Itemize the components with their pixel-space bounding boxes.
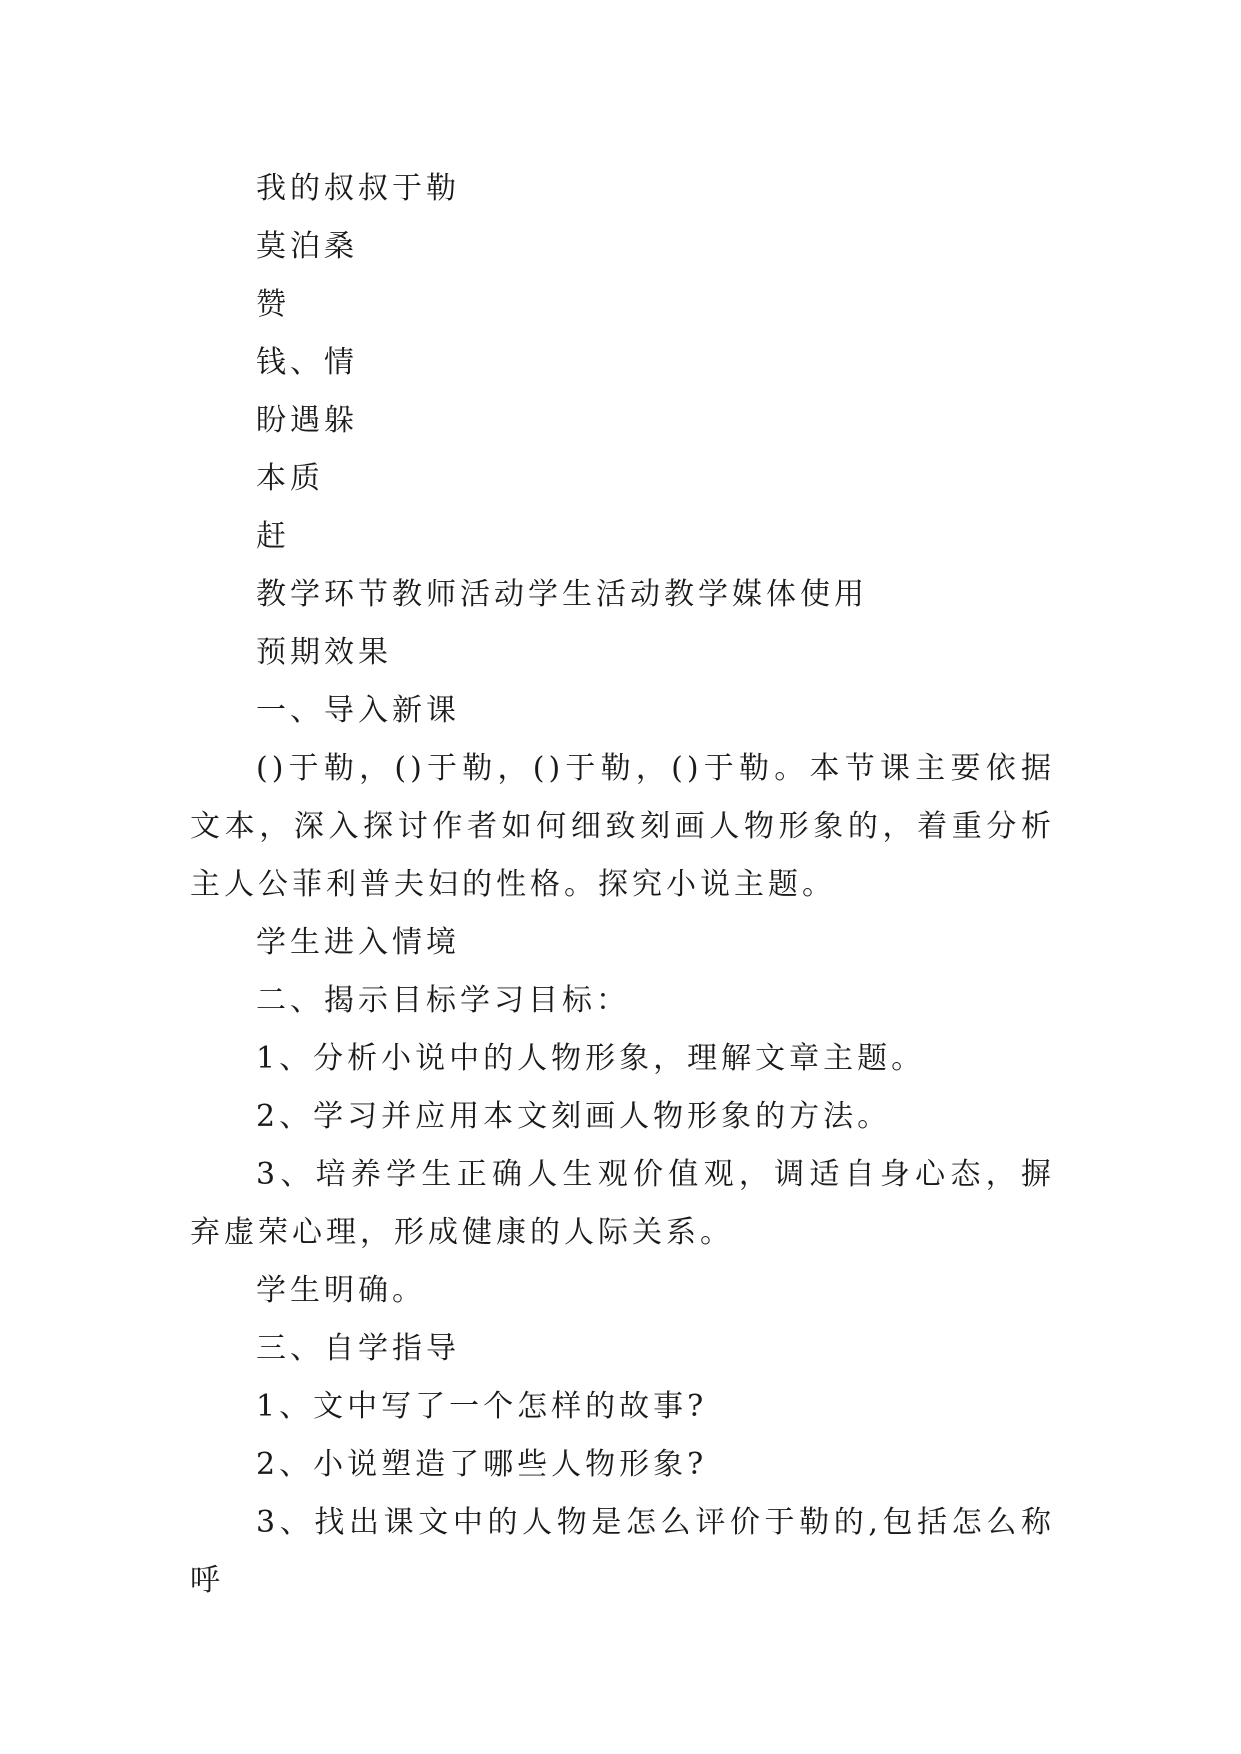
section-heading: 二、揭示目标学习目标： [256, 983, 630, 1018]
title-line: 我的叔叔于勒 [256, 171, 460, 206]
keyword-line: 盼遇躲 [256, 403, 358, 438]
list-item: 2、小说塑造了哪些人物形象? [256, 1447, 708, 1482]
document-body [190, 160, 1055, 1610]
table-header-line: 预期效果 [256, 635, 392, 670]
list-item: 1、分析小说中的人物形象，理解文章主题。 [256, 1041, 926, 1076]
list-item: 2、学习并应用本文刻画人物形象的方法。 [256, 1099, 892, 1134]
keyword-line: 赞 [256, 287, 290, 322]
list-item: 3、培养学生正确人生观价值观，调适自身心态，摒弃虚荣心理，形成健康的人际关系。 [190, 1157, 1055, 1250]
body-paragraph: 学生明确。 [256, 1273, 426, 1308]
keyword-line: 本质 [256, 461, 324, 496]
section-heading: 一、导入新课 [256, 693, 460, 728]
author-line: 莫泊桑 [256, 229, 358, 264]
table-header-line: 教学环节教师活动学生活动教学媒体使用 [256, 577, 868, 612]
list-item: 3、找出课文中的人物是怎么评价于勒的,包括怎么称呼 [190, 1505, 1055, 1598]
section-heading: 三、自学指导 [256, 1331, 460, 1366]
keyword-line: 钱、情 [256, 345, 358, 380]
list-item: 1、文中写了一个怎样的故事? [256, 1389, 708, 1424]
keyword-line: 赶 [256, 519, 290, 554]
body-paragraph: ()于勒，()于勒，()于勒，()于勒。本节课主要依据文本，深入探讨作者如何细致刻画人物形象的，着重分析主人公菲利普夫妇的性格。探究小说主题。 [190, 751, 1055, 902]
body-paragraph: 学生进入情境 [256, 925, 460, 960]
